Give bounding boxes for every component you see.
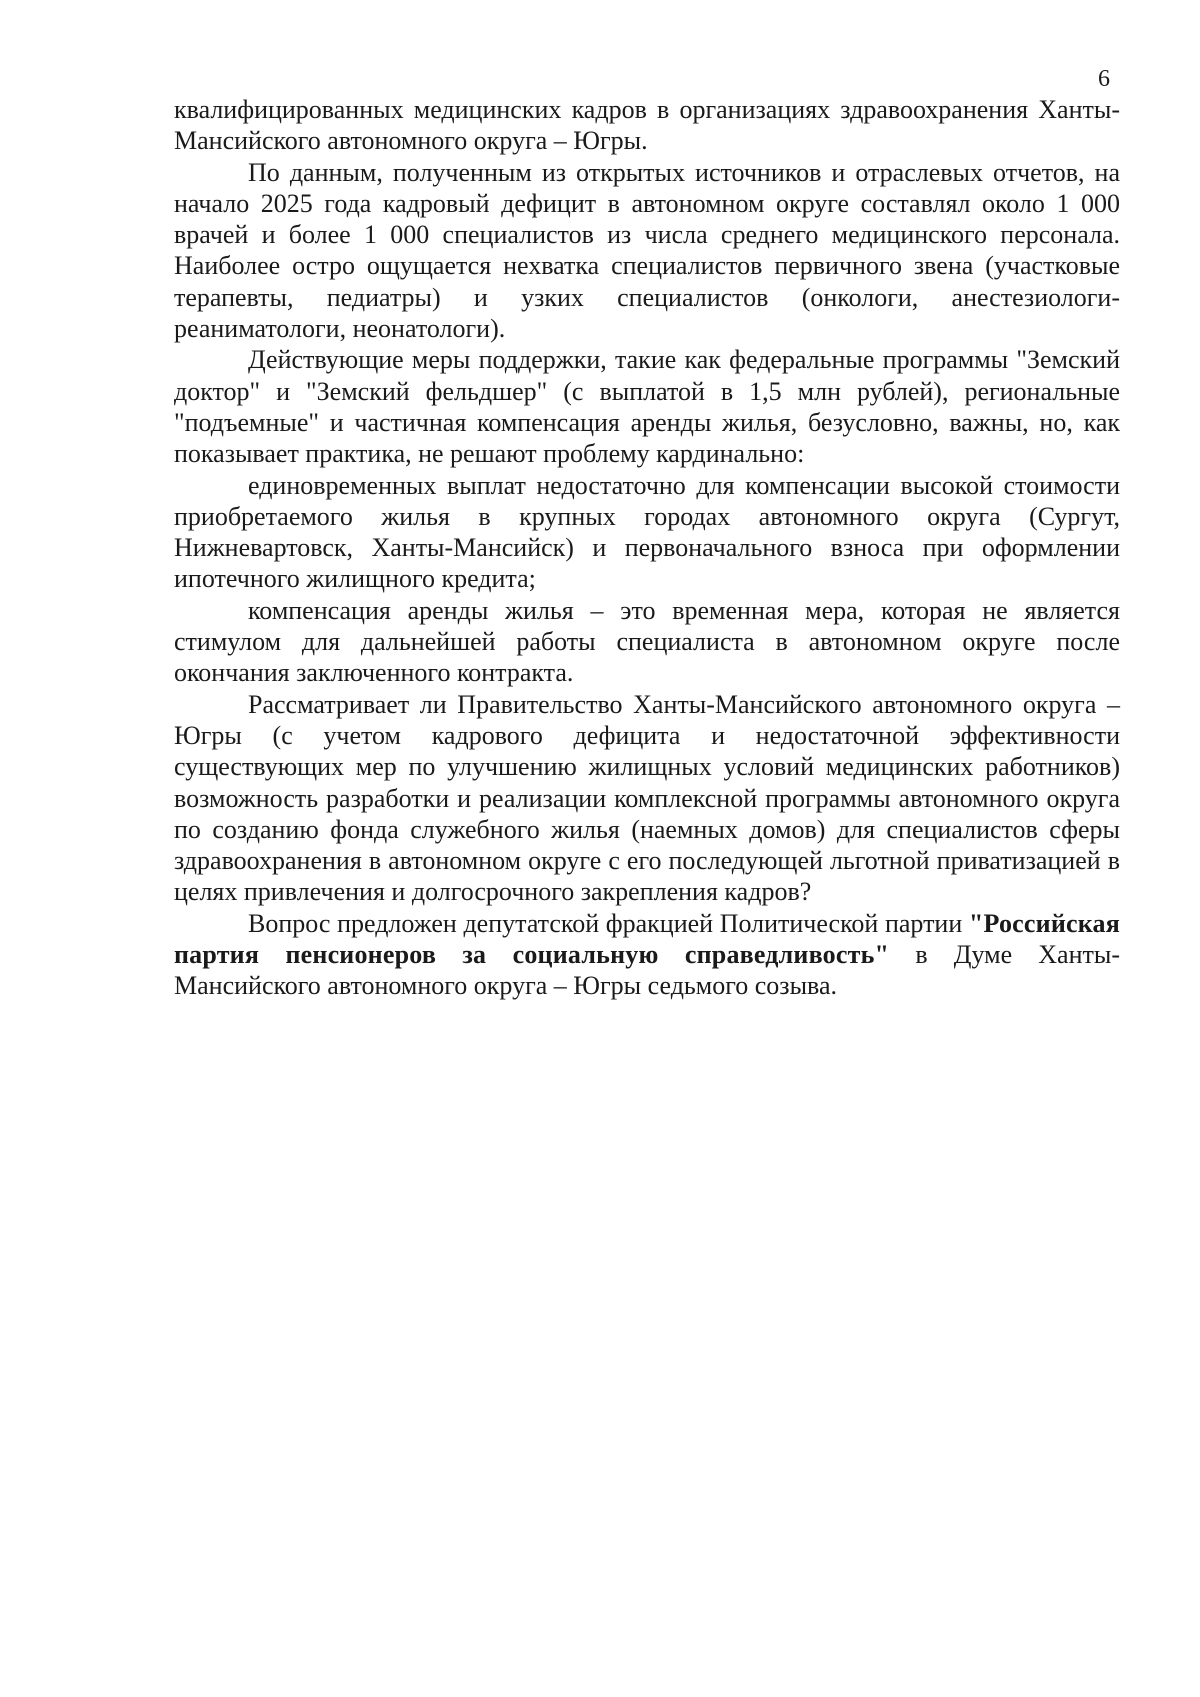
party-name: "Российская партия пенсионеров за социальную справедливость" [174,908,1121,970]
paragraph-staff-deficit: По данным, полученным из открытых источников и отраслевых отчетов, на начало 2025 года кадровый дефицит в автономном округе составлял около 1 000 врачей и более 1 000 специалистов из числа среднего медицинского персонала. Наиболее остро ощущается нехватка специалистов первичного звена (участковые терапевты, педиатры) и узких специалистов (онкологи, анестезиологи-реаниматологи, неонатологи). [174,157,1120,344]
paragraph-one-time-payments: единовременных выплат недостаточно для компенсации высокой стоимости приобретаемого жилья в крупных городах автономного округа (Сургут, Нижневартовск, Ханты-Мансийск) и первоначального взноса при оформлении ипотечного жилищного кредита; [174,470,1120,594]
paragraph-continuation: квалифицированных медицинских кадров в организациях здравоохранения Ханты-Мансийского автономного округа – Югры. [174,95,1120,156]
paragraph-rent-compensation: компенсация аренды жилья – это временная мера, которая не является стимулом для дальнейшей работы специалиста в автономном округе после окончания заключенного контракта. [174,595,1120,688]
document-body [174,94,1120,1002]
paragraph-question: Рассматривает ли Правительство Ханты-Мансийского автономного округа – Югры (с учетом кадрового дефицита и недостаточной эффективности существующих мер по улучшению жилищных условий медицинских работников) возможность разработки и реализации комплексной программы автономного округа по созданию фонда служебного жилья (наемных домов) для специалистов сферы здравоохранения в автономном округе с его последующей льготной приватизацией в целях привлечения и долгосрочного закрепления кадров? [174,689,1120,907]
page-number: 6 [1098,66,1110,92]
paragraph-support-measures: Действующие меры поддержки, такие как федеральные программы "Земский доктор" и "Земский фельдшер" (с выплатой в 1,5 млн рублей), региональные "подъемные" и частичная компенсация аренды жилья, безусловно, важны, но, как показывает практика, не решают проблему кардинально: [174,345,1120,469]
closing-lead: Вопрос предложен депутатской фракцией Политической партии [248,908,963,938]
paragraph-closing [174,908,1120,1002]
closing-tail: в Думе Ханты-Мансийского автономного округа – Югры седьмого созыва. [174,940,1121,1001]
